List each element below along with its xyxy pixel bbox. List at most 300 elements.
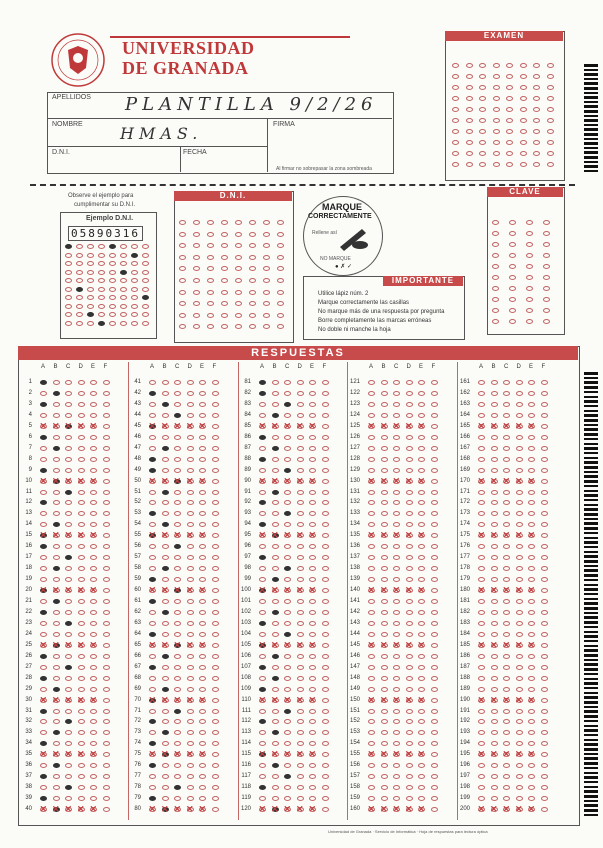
- answer-bubble[interactable]: [259, 413, 266, 418]
- answer-bubble[interactable]: [149, 391, 156, 396]
- answer-bubble[interactable]: [322, 577, 329, 582]
- answer-bubble[interactable]: [103, 785, 110, 790]
- answer-bubble[interactable]: [90, 654, 97, 659]
- answer-bubble[interactable]: [103, 457, 110, 462]
- answer-bubble[interactable]: [297, 555, 304, 560]
- answer-bubble[interactable]: [90, 599, 97, 604]
- answer-bubble[interactable]: [142, 261, 149, 266]
- answer-bubble[interactable]: [98, 253, 105, 258]
- answer-bubble[interactable]: [431, 807, 438, 812]
- answer-bubble[interactable]: [193, 220, 200, 225]
- answer-bubble[interactable]: [297, 566, 304, 571]
- answer-bubble[interactable]: [543, 297, 550, 302]
- answer-bubble[interactable]: [541, 796, 548, 801]
- answer-bubble[interactable]: [418, 380, 425, 385]
- answer-bubble[interactable]: [528, 413, 535, 418]
- answer-bubble[interactable]: [162, 687, 169, 692]
- answer-bubble[interactable]: [541, 533, 548, 538]
- answer-bubble[interactable]: [212, 774, 219, 779]
- answer-bubble[interactable]: [249, 220, 256, 225]
- answer-bubble[interactable]: [187, 632, 194, 637]
- answer-bubble[interactable]: [249, 313, 256, 318]
- answer-bubble[interactable]: [478, 610, 485, 615]
- answer-bubble[interactable]: [65, 676, 72, 681]
- answer-bubble[interactable]: [284, 709, 291, 714]
- answer-bubble[interactable]: [272, 402, 279, 407]
- answer-bubble[interactable]: [431, 468, 438, 473]
- answer-bubble[interactable]: [249, 232, 256, 237]
- answer-bubble[interactable]: [381, 687, 388, 692]
- answer-bubble[interactable]: [109, 295, 116, 300]
- answer-bubble[interactable]: [528, 687, 535, 692]
- answer-bubble[interactable]: [322, 599, 329, 604]
- answer-bubble[interactable]: [53, 785, 60, 790]
- answer-bubble[interactable]: [541, 555, 548, 560]
- answer-bubble[interactable]: [235, 220, 242, 225]
- answer-bubble[interactable]: [284, 654, 291, 659]
- answer-bubble[interactable]: [478, 687, 485, 692]
- answer-bubble[interactable]: [142, 244, 149, 249]
- answer-bubble[interactable]: [541, 588, 548, 593]
- answer-bubble[interactable]: [322, 763, 329, 768]
- answer-bubble[interactable]: [162, 577, 169, 582]
- answer-bubble[interactable]: [478, 391, 485, 396]
- answer-bubble[interactable]: [120, 287, 127, 292]
- answer-bubble[interactable]: [149, 599, 156, 604]
- answer-bubble[interactable]: [509, 319, 516, 324]
- answer-bubble[interactable]: [120, 253, 127, 258]
- answer-bubble[interactable]: [272, 413, 279, 418]
- answer-bubble[interactable]: [142, 287, 149, 292]
- answer-bubble[interactable]: [212, 490, 219, 495]
- answer-bubble[interactable]: [406, 687, 413, 692]
- answer-bubble[interactable]: [503, 621, 510, 626]
- answer-bubble[interactable]: [272, 446, 279, 451]
- answer-bubble[interactable]: [431, 566, 438, 571]
- answer-bubble[interactable]: [492, 319, 499, 324]
- answer-bubble[interactable]: [212, 544, 219, 549]
- answer-bubble[interactable]: [65, 599, 72, 604]
- answer-bubble[interactable]: [368, 632, 375, 637]
- answer-bubble[interactable]: [235, 255, 242, 260]
- answer-bubble[interactable]: [174, 654, 181, 659]
- answer-bubble[interactable]: [187, 654, 194, 659]
- answer-bubble[interactable]: [78, 632, 85, 637]
- answer-bubble[interactable]: [76, 270, 83, 275]
- answer-bubble[interactable]: [516, 676, 523, 681]
- answer-bubble[interactable]: [503, 380, 510, 385]
- answer-bubble[interactable]: [479, 162, 486, 167]
- answer-bubble[interactable]: [193, 278, 200, 283]
- answer-bubble[interactable]: [493, 151, 500, 156]
- answer-bubble[interactable]: [528, 709, 535, 714]
- answer-bubble[interactable]: [103, 402, 110, 407]
- answer-bubble[interactable]: [103, 413, 110, 418]
- answer-bubble[interactable]: [506, 63, 513, 68]
- answer-bubble[interactable]: [322, 643, 329, 648]
- answer-bubble[interactable]: [406, 785, 413, 790]
- answer-bubble[interactable]: [506, 129, 513, 134]
- answer-bubble[interactable]: [431, 698, 438, 703]
- answer-bubble[interactable]: [277, 313, 284, 318]
- answer-bubble[interactable]: [393, 665, 400, 670]
- answer-bubble[interactable]: [506, 74, 513, 79]
- answer-bubble[interactable]: [541, 752, 548, 757]
- answer-bubble[interactable]: [207, 278, 214, 283]
- answer-bubble[interactable]: [199, 402, 206, 407]
- answer-bubble[interactable]: [541, 774, 548, 779]
- answer-bubble[interactable]: [322, 566, 329, 571]
- answer-bubble[interactable]: [493, 162, 500, 167]
- answer-bubble[interactable]: [174, 490, 181, 495]
- answer-bubble[interactable]: [272, 610, 279, 615]
- answer-bubble[interactable]: [393, 413, 400, 418]
- answer-bubble[interactable]: [76, 278, 83, 283]
- answer-bubble[interactable]: [78, 665, 85, 670]
- answer-bubble[interactable]: [381, 654, 388, 659]
- answer-bubble[interactable]: [103, 533, 110, 538]
- answer-bubble[interactable]: [431, 763, 438, 768]
- answer-bubble[interactable]: [543, 319, 550, 324]
- answer-bubble[interactable]: [503, 490, 510, 495]
- answer-bubble[interactable]: [516, 566, 523, 571]
- answer-bubble[interactable]: [98, 261, 105, 266]
- answer-bubble[interactable]: [212, 621, 219, 626]
- answer-bubble[interactable]: [277, 220, 284, 225]
- answer-bubble[interactable]: [503, 599, 510, 604]
- answer-bubble[interactable]: [533, 96, 540, 101]
- answer-bubble[interactable]: [187, 763, 194, 768]
- answer-bubble[interactable]: [533, 140, 540, 145]
- answer-bubble[interactable]: [526, 220, 533, 225]
- answer-bubble[interactable]: [131, 278, 138, 283]
- answer-bubble[interactable]: [149, 709, 156, 714]
- answer-bubble[interactable]: [297, 391, 304, 396]
- answer-bubble[interactable]: [78, 676, 85, 681]
- answer-bubble[interactable]: [520, 118, 527, 123]
- answer-bubble[interactable]: [162, 457, 169, 462]
- answer-bubble[interactable]: [142, 253, 149, 258]
- answer-bubble[interactable]: [90, 632, 97, 637]
- answer-bubble[interactable]: [40, 610, 47, 615]
- answer-bubble[interactable]: [272, 468, 279, 473]
- answer-bubble[interactable]: [309, 687, 316, 692]
- answer-bubble[interactable]: [40, 402, 47, 407]
- answer-bubble[interactable]: [90, 435, 97, 440]
- answer-bubble[interactable]: [90, 413, 97, 418]
- answer-bubble[interactable]: [322, 752, 329, 757]
- answer-bubble[interactable]: [541, 413, 548, 418]
- answer-bubble[interactable]: [533, 129, 540, 134]
- answer-bubble[interactable]: [263, 232, 270, 237]
- answer-bubble[interactable]: [53, 621, 60, 626]
- answer-bubble[interactable]: [78, 774, 85, 779]
- answer-bubble[interactable]: [272, 709, 279, 714]
- answer-bubble[interactable]: [322, 479, 329, 484]
- answer-bubble[interactable]: [149, 435, 156, 440]
- answer-bubble[interactable]: [187, 796, 194, 801]
- answer-bubble[interactable]: [78, 446, 85, 451]
- answer-bubble[interactable]: [431, 643, 438, 648]
- answer-bubble[interactable]: [187, 402, 194, 407]
- answer-bubble[interactable]: [174, 709, 181, 714]
- answer-bubble[interactable]: [109, 270, 116, 275]
- answer-bubble[interactable]: [187, 610, 194, 615]
- answer-bubble[interactable]: [187, 785, 194, 790]
- answer-bubble[interactable]: [452, 96, 459, 101]
- answer-bubble[interactable]: [174, 380, 181, 385]
- answer-bubble[interactable]: [381, 380, 388, 385]
- answer-bubble[interactable]: [516, 457, 523, 462]
- answer-bubble[interactable]: [65, 632, 72, 637]
- answer-bubble[interactable]: [103, 774, 110, 779]
- answer-bubble[interactable]: [431, 687, 438, 692]
- answer-bubble[interactable]: [207, 255, 214, 260]
- answer-bubble[interactable]: [309, 402, 316, 407]
- answer-bubble[interactable]: [297, 599, 304, 604]
- answer-bubble[interactable]: [491, 402, 498, 407]
- answer-bubble[interactable]: [526, 275, 533, 280]
- answer-bubble[interactable]: [516, 709, 523, 714]
- answer-bubble[interactable]: [368, 687, 375, 692]
- answer-bubble[interactable]: [162, 709, 169, 714]
- answer-bubble[interactable]: [259, 468, 266, 473]
- answer-bubble[interactable]: [541, 709, 548, 714]
- answer-bubble[interactable]: [506, 96, 513, 101]
- answer-bubble[interactable]: [103, 643, 110, 648]
- answer-bubble[interactable]: [263, 255, 270, 260]
- answer-bubble[interactable]: [212, 698, 219, 703]
- answer-bubble[interactable]: [526, 286, 533, 291]
- answer-bubble[interactable]: [322, 468, 329, 473]
- answer-bubble[interactable]: [284, 435, 291, 440]
- answer-bubble[interactable]: [528, 599, 535, 604]
- answer-bubble[interactable]: [503, 391, 510, 396]
- answer-bubble[interactable]: [98, 287, 105, 292]
- answer-bubble[interactable]: [543, 253, 550, 258]
- answer-bubble[interactable]: [503, 468, 510, 473]
- answer-bubble[interactable]: [418, 687, 425, 692]
- answer-bubble[interactable]: [516, 544, 523, 549]
- answer-bubble[interactable]: [78, 687, 85, 692]
- answer-bubble[interactable]: [40, 391, 47, 396]
- answer-bubble[interactable]: [406, 413, 413, 418]
- answer-bubble[interactable]: [381, 457, 388, 462]
- answer-bubble[interactable]: [53, 577, 60, 582]
- answer-bubble[interactable]: [431, 796, 438, 801]
- answer-bubble[interactable]: [212, 588, 219, 593]
- answer-bubble[interactable]: [259, 402, 266, 407]
- answer-bubble[interactable]: [478, 457, 485, 462]
- answer-bubble[interactable]: [272, 774, 279, 779]
- answer-bubble[interactable]: [491, 391, 498, 396]
- answer-bubble[interactable]: [187, 490, 194, 495]
- answer-bubble[interactable]: [393, 457, 400, 462]
- answer-bubble[interactable]: [452, 63, 459, 68]
- answer-bubble[interactable]: [431, 785, 438, 790]
- answer-bubble[interactable]: [90, 665, 97, 670]
- answer-bubble[interactable]: [478, 413, 485, 418]
- answer-bubble[interactable]: [162, 774, 169, 779]
- answer-bubble[interactable]: [187, 555, 194, 560]
- answer-bubble[interactable]: [309, 413, 316, 418]
- answer-bubble[interactable]: [40, 435, 47, 440]
- answer-bubble[interactable]: [53, 468, 60, 473]
- answer-bubble[interactable]: [142, 295, 149, 300]
- answer-bubble[interactable]: [78, 763, 85, 768]
- answer-bubble[interactable]: [516, 796, 523, 801]
- answer-bubble[interactable]: [381, 544, 388, 549]
- answer-bubble[interactable]: [479, 85, 486, 90]
- answer-bubble[interactable]: [53, 610, 60, 615]
- answer-bubble[interactable]: [309, 391, 316, 396]
- answer-bubble[interactable]: [526, 308, 533, 313]
- answer-bubble[interactable]: [109, 287, 116, 292]
- answer-bubble[interactable]: [103, 577, 110, 582]
- answer-bubble[interactable]: [431, 632, 438, 637]
- answer-bubble[interactable]: [368, 380, 375, 385]
- answer-bubble[interactable]: [393, 610, 400, 615]
- answer-bubble[interactable]: [368, 468, 375, 473]
- answer-bubble[interactable]: [212, 577, 219, 582]
- answer-bubble[interactable]: [322, 654, 329, 659]
- answer-bubble[interactable]: [187, 621, 194, 626]
- answer-bubble[interactable]: [65, 709, 72, 714]
- answer-bubble[interactable]: [492, 242, 499, 247]
- answer-bubble[interactable]: [406, 621, 413, 626]
- answer-bubble[interactable]: [393, 435, 400, 440]
- answer-bubble[interactable]: [78, 380, 85, 385]
- answer-bubble[interactable]: [491, 632, 498, 637]
- answer-bubble[interactable]: [272, 632, 279, 637]
- answer-bubble[interactable]: [493, 107, 500, 112]
- answer-bubble[interactable]: [509, 275, 516, 280]
- answer-bubble[interactable]: [187, 665, 194, 670]
- answer-bubble[interactable]: [65, 457, 72, 462]
- answer-bubble[interactable]: [212, 391, 219, 396]
- answer-bubble[interactable]: [103, 566, 110, 571]
- answer-bubble[interactable]: [526, 264, 533, 269]
- answer-bubble[interactable]: [103, 468, 110, 473]
- answer-bubble[interactable]: [431, 435, 438, 440]
- answer-bubble[interactable]: [179, 232, 186, 237]
- answer-bubble[interactable]: [90, 402, 97, 407]
- answer-bubble[interactable]: [491, 457, 498, 462]
- answer-bubble[interactable]: [103, 807, 110, 812]
- answer-bubble[interactable]: [109, 278, 116, 283]
- answer-bubble[interactable]: [322, 610, 329, 615]
- answer-bubble[interactable]: [103, 544, 110, 549]
- answer-bubble[interactable]: [309, 709, 316, 714]
- answer-bubble[interactable]: [221, 278, 228, 283]
- answer-bubble[interactable]: [120, 295, 127, 300]
- answer-bubble[interactable]: [541, 468, 548, 473]
- answer-bubble[interactable]: [431, 380, 438, 385]
- answer-bubble[interactable]: [65, 304, 72, 309]
- answer-bubble[interactable]: [78, 413, 85, 418]
- answer-bubble[interactable]: [53, 413, 60, 418]
- answer-bubble[interactable]: [78, 709, 85, 714]
- answer-bubble[interactable]: [393, 391, 400, 396]
- answer-bubble[interactable]: [466, 118, 473, 123]
- answer-bubble[interactable]: [90, 391, 97, 396]
- answer-bubble[interactable]: [526, 253, 533, 258]
- answer-bubble[interactable]: [492, 253, 499, 258]
- answer-bubble[interactable]: [466, 129, 473, 134]
- answer-bubble[interactable]: [309, 446, 316, 451]
- answer-bubble[interactable]: [543, 286, 550, 291]
- answer-bubble[interactable]: [541, 665, 548, 670]
- answer-bubble[interactable]: [368, 457, 375, 462]
- answer-bubble[interactable]: [162, 413, 169, 418]
- answer-bubble[interactable]: [547, 63, 554, 68]
- answer-bubble[interactable]: [406, 544, 413, 549]
- answer-bubble[interactable]: [406, 566, 413, 571]
- answer-bubble[interactable]: [503, 632, 510, 637]
- answer-bubble[interactable]: [322, 402, 329, 407]
- answer-bubble[interactable]: [516, 435, 523, 440]
- answer-bubble[interactable]: [65, 413, 72, 418]
- answer-bubble[interactable]: [492, 231, 499, 236]
- answer-bubble[interactable]: [40, 621, 47, 626]
- answer-bubble[interactable]: [541, 763, 548, 768]
- answer-bubble[interactable]: [528, 435, 535, 440]
- answer-bubble[interactable]: [516, 654, 523, 659]
- answer-bubble[interactable]: [493, 140, 500, 145]
- answer-bubble[interactable]: [528, 676, 535, 681]
- answer-bubble[interactable]: [149, 654, 156, 659]
- answer-bubble[interactable]: [212, 468, 219, 473]
- answer-bubble[interactable]: [284, 457, 291, 462]
- answer-bubble[interactable]: [212, 665, 219, 670]
- answer-bubble[interactable]: [87, 253, 94, 258]
- answer-bubble[interactable]: [322, 807, 329, 812]
- answer-bubble[interactable]: [235, 313, 242, 318]
- answer-bubble[interactable]: [547, 129, 554, 134]
- answer-bubble[interactable]: [297, 676, 304, 681]
- answer-bubble[interactable]: [120, 321, 127, 326]
- answer-bubble[interactable]: [76, 295, 83, 300]
- answer-bubble[interactable]: [381, 676, 388, 681]
- answer-bubble[interactable]: [174, 621, 181, 626]
- answer-bubble[interactable]: [40, 468, 47, 473]
- answer-bubble[interactable]: [309, 380, 316, 385]
- answer-bubble[interactable]: [78, 621, 85, 626]
- answer-bubble[interactable]: [547, 74, 554, 79]
- answer-bubble[interactable]: [162, 380, 169, 385]
- answer-bubble[interactable]: [53, 391, 60, 396]
- answer-bubble[interactable]: [528, 665, 535, 670]
- answer-bubble[interactable]: [179, 290, 186, 295]
- answer-bubble[interactable]: [103, 665, 110, 670]
- answer-bubble[interactable]: [381, 468, 388, 473]
- answer-bubble[interactable]: [509, 308, 516, 313]
- answer-bubble[interactable]: [259, 709, 266, 714]
- answer-bubble[interactable]: [509, 242, 516, 247]
- answer-bubble[interactable]: [221, 232, 228, 237]
- answer-bubble[interactable]: [284, 490, 291, 495]
- answer-bubble[interactable]: [272, 785, 279, 790]
- answer-bubble[interactable]: [221, 255, 228, 260]
- answer-bubble[interactable]: [65, 654, 72, 659]
- answer-bubble[interactable]: [406, 709, 413, 714]
- answer-bubble[interactable]: [187, 676, 194, 681]
- answer-bubble[interactable]: [76, 287, 83, 292]
- answer-bubble[interactable]: [393, 380, 400, 385]
- answer-bubble[interactable]: [131, 295, 138, 300]
- answer-bubble[interactable]: [78, 468, 85, 473]
- answer-bubble[interactable]: [162, 676, 169, 681]
